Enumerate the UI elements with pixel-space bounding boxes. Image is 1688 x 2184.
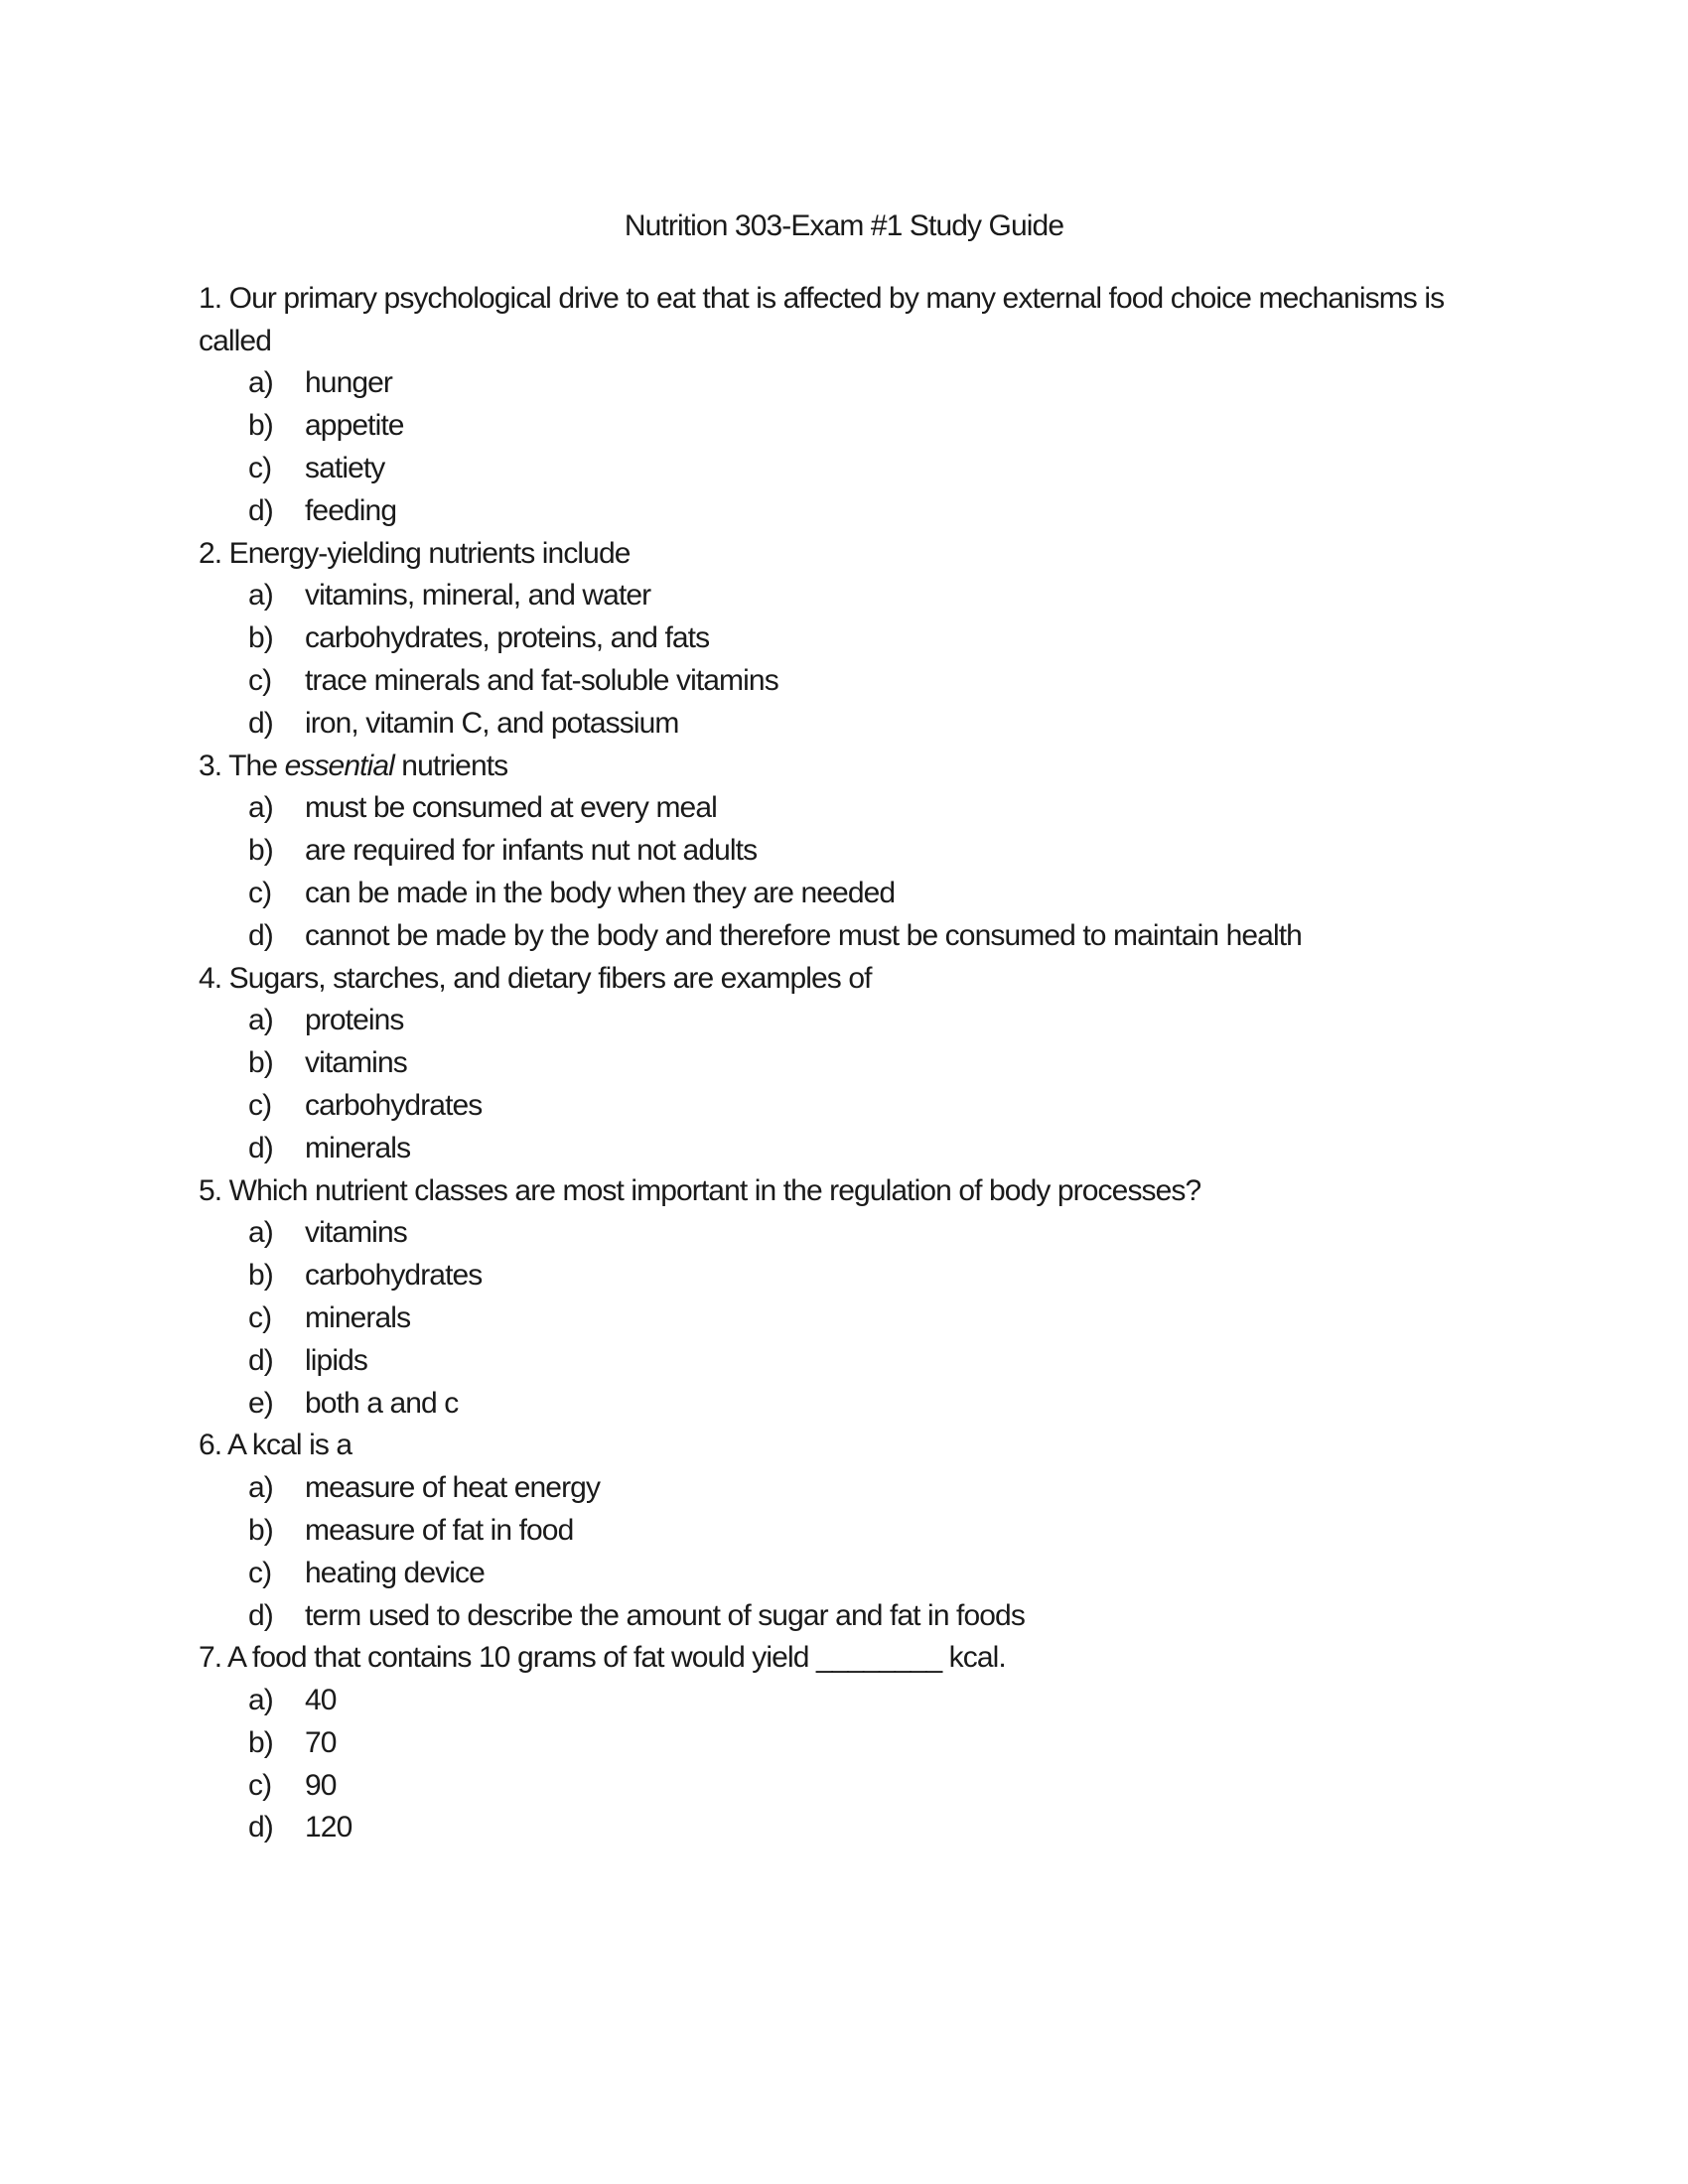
option-letter: c) [248, 451, 272, 484]
question-option [199, 1212, 1549, 1255]
question-option [199, 873, 1549, 915]
question-number: 1. [199, 281, 229, 315]
option-text: heating device [305, 1556, 485, 1589]
option-letter: b) [248, 409, 273, 443]
question-number: 4. [199, 961, 229, 995]
option-text: feeding [305, 493, 397, 527]
question-text: A food that contains 10 grams of fat would yield ________ kcal. [227, 1641, 1006, 1675]
question-text: Our primary psychological drive to eat that is affected by many external food choice mechanisms is [228, 281, 1445, 315]
question-option [199, 362, 1549, 405]
question-option [199, 405, 1549, 448]
option-letter: a) [248, 791, 273, 825]
option-letter: d) [248, 1598, 273, 1632]
question-option [199, 1383, 1549, 1426]
question-line [199, 1425, 1549, 1467]
option-letter: b) [248, 1046, 273, 1080]
question-text: The essential nutrients [228, 749, 508, 782]
option-text: minerals [305, 1300, 411, 1334]
option-letter: d) [248, 706, 273, 740]
option-letter: c) [248, 663, 272, 697]
option-letter: b) [248, 621, 273, 655]
question-block [199, 533, 1549, 746]
question-option [199, 617, 1549, 660]
question-option [199, 830, 1549, 873]
option-letter: c) [248, 1768, 272, 1802]
option-letter: c) [248, 1556, 272, 1589]
question-line [199, 1170, 1549, 1213]
question-option [199, 915, 1549, 958]
question-block [199, 278, 1549, 533]
question-text: called [199, 324, 271, 357]
option-letter: d) [248, 493, 273, 527]
option-text: carbohydrates [305, 1088, 483, 1122]
option-text: 40 [305, 1684, 337, 1717]
question-text: Which nutrient classes are most important in the regulation of body processes? [228, 1173, 1201, 1207]
option-text: 120 [305, 1811, 352, 1844]
question-line [199, 1637, 1549, 1680]
option-text: carbohydrates [305, 1259, 483, 1293]
question-option [199, 1467, 1549, 1510]
question-number: 6. [199, 1429, 227, 1462]
option-text: proteins [305, 1004, 404, 1037]
option-letter: d) [248, 918, 273, 952]
question-text: Energy-yielding nutrients include [228, 536, 631, 570]
option-text: appetite [305, 409, 404, 443]
question-line [199, 533, 1549, 576]
option-text: minerals [305, 1131, 411, 1164]
option-text: measure of heat energy [305, 1471, 601, 1505]
option-text: trace minerals and fat-soluble vitamins [305, 663, 778, 697]
option-text: lipids [305, 1343, 367, 1377]
question-line [199, 278, 1549, 321]
question-block [199, 1425, 1549, 1637]
question-block [199, 1170, 1549, 1426]
question-number: 5. [199, 1173, 229, 1207]
option-text: are required for infants nut not adults [305, 834, 758, 868]
option-letter: a) [248, 1684, 273, 1717]
question-line [199, 958, 1549, 1001]
option-text: cannot be made by the body and therefore must be consumed to maintain health [305, 918, 1302, 952]
question-option [199, 787, 1549, 830]
question-option [199, 1510, 1549, 1553]
questions-container [199, 278, 1549, 1849]
question-option [199, 1765, 1549, 1808]
option-letter: c) [248, 1300, 272, 1334]
question-option [199, 1340, 1549, 1383]
question-text: A kcal is a [227, 1429, 352, 1462]
question-block [199, 746, 1549, 958]
question-option [199, 1000, 1549, 1042]
question-option [199, 575, 1549, 617]
option-text: iron, vitamin C, and potassium [305, 706, 679, 740]
option-letter: d) [248, 1131, 273, 1164]
question-line [199, 746, 1549, 788]
document-title: Nutrition 303-Exam #1 Study Guide [624, 209, 1064, 242]
option-letter: d) [248, 1811, 273, 1844]
question-option [199, 1255, 1549, 1297]
option-letter: e) [248, 1386, 273, 1420]
question-number: 2. [199, 536, 229, 570]
question-number: 7. [199, 1641, 227, 1675]
option-text: term used to describe the amount of sugar and fat in foods [305, 1598, 1025, 1632]
option-text: measure of fat in food [305, 1513, 574, 1547]
question-block [199, 958, 1549, 1170]
option-text: vitamins, mineral, and water [305, 579, 651, 613]
option-letter: b) [248, 1259, 273, 1293]
question-number: 3. [199, 749, 229, 782]
option-text: vitamins [305, 1216, 407, 1250]
question-text: Sugars, starches, and dietary fibers are examples of [228, 961, 872, 995]
question-option [199, 1042, 1549, 1085]
question-option [199, 1595, 1549, 1638]
option-letter: b) [248, 1725, 273, 1759]
question-option [199, 1128, 1549, 1170]
option-text: hunger [305, 366, 393, 400]
option-text: must be consumed at every meal [305, 791, 717, 825]
question-option [199, 1722, 1549, 1765]
option-text: 90 [305, 1768, 337, 1802]
option-text: vitamins [305, 1046, 407, 1080]
question-option [199, 1553, 1549, 1595]
option-letter: a) [248, 366, 273, 400]
option-letter: d) [248, 1343, 273, 1377]
question-option [199, 660, 1549, 703]
question-block [199, 1637, 1549, 1849]
option-text: can be made in the body when they are needed [305, 876, 896, 909]
option-letter: b) [248, 834, 273, 868]
question-option [199, 1680, 1549, 1722]
option-letter: a) [248, 1216, 273, 1250]
question-option [199, 1807, 1549, 1849]
question-option [199, 1085, 1549, 1128]
question-option [199, 703, 1549, 746]
option-letter: a) [248, 1471, 273, 1505]
option-text: carbohydrates, proteins, and fats [305, 621, 710, 655]
question-option [199, 448, 1549, 490]
option-letter: c) [248, 876, 272, 909]
option-letter: a) [248, 1004, 273, 1037]
option-letter: c) [248, 1088, 272, 1122]
question-option [199, 1297, 1549, 1340]
option-letter: b) [248, 1513, 273, 1547]
question-option [199, 490, 1549, 533]
option-letter: a) [248, 579, 273, 613]
question-line-continuation [199, 321, 1549, 363]
option-text: satiety [305, 451, 385, 484]
option-text: 70 [305, 1725, 337, 1759]
option-text: both a and c [305, 1386, 459, 1420]
